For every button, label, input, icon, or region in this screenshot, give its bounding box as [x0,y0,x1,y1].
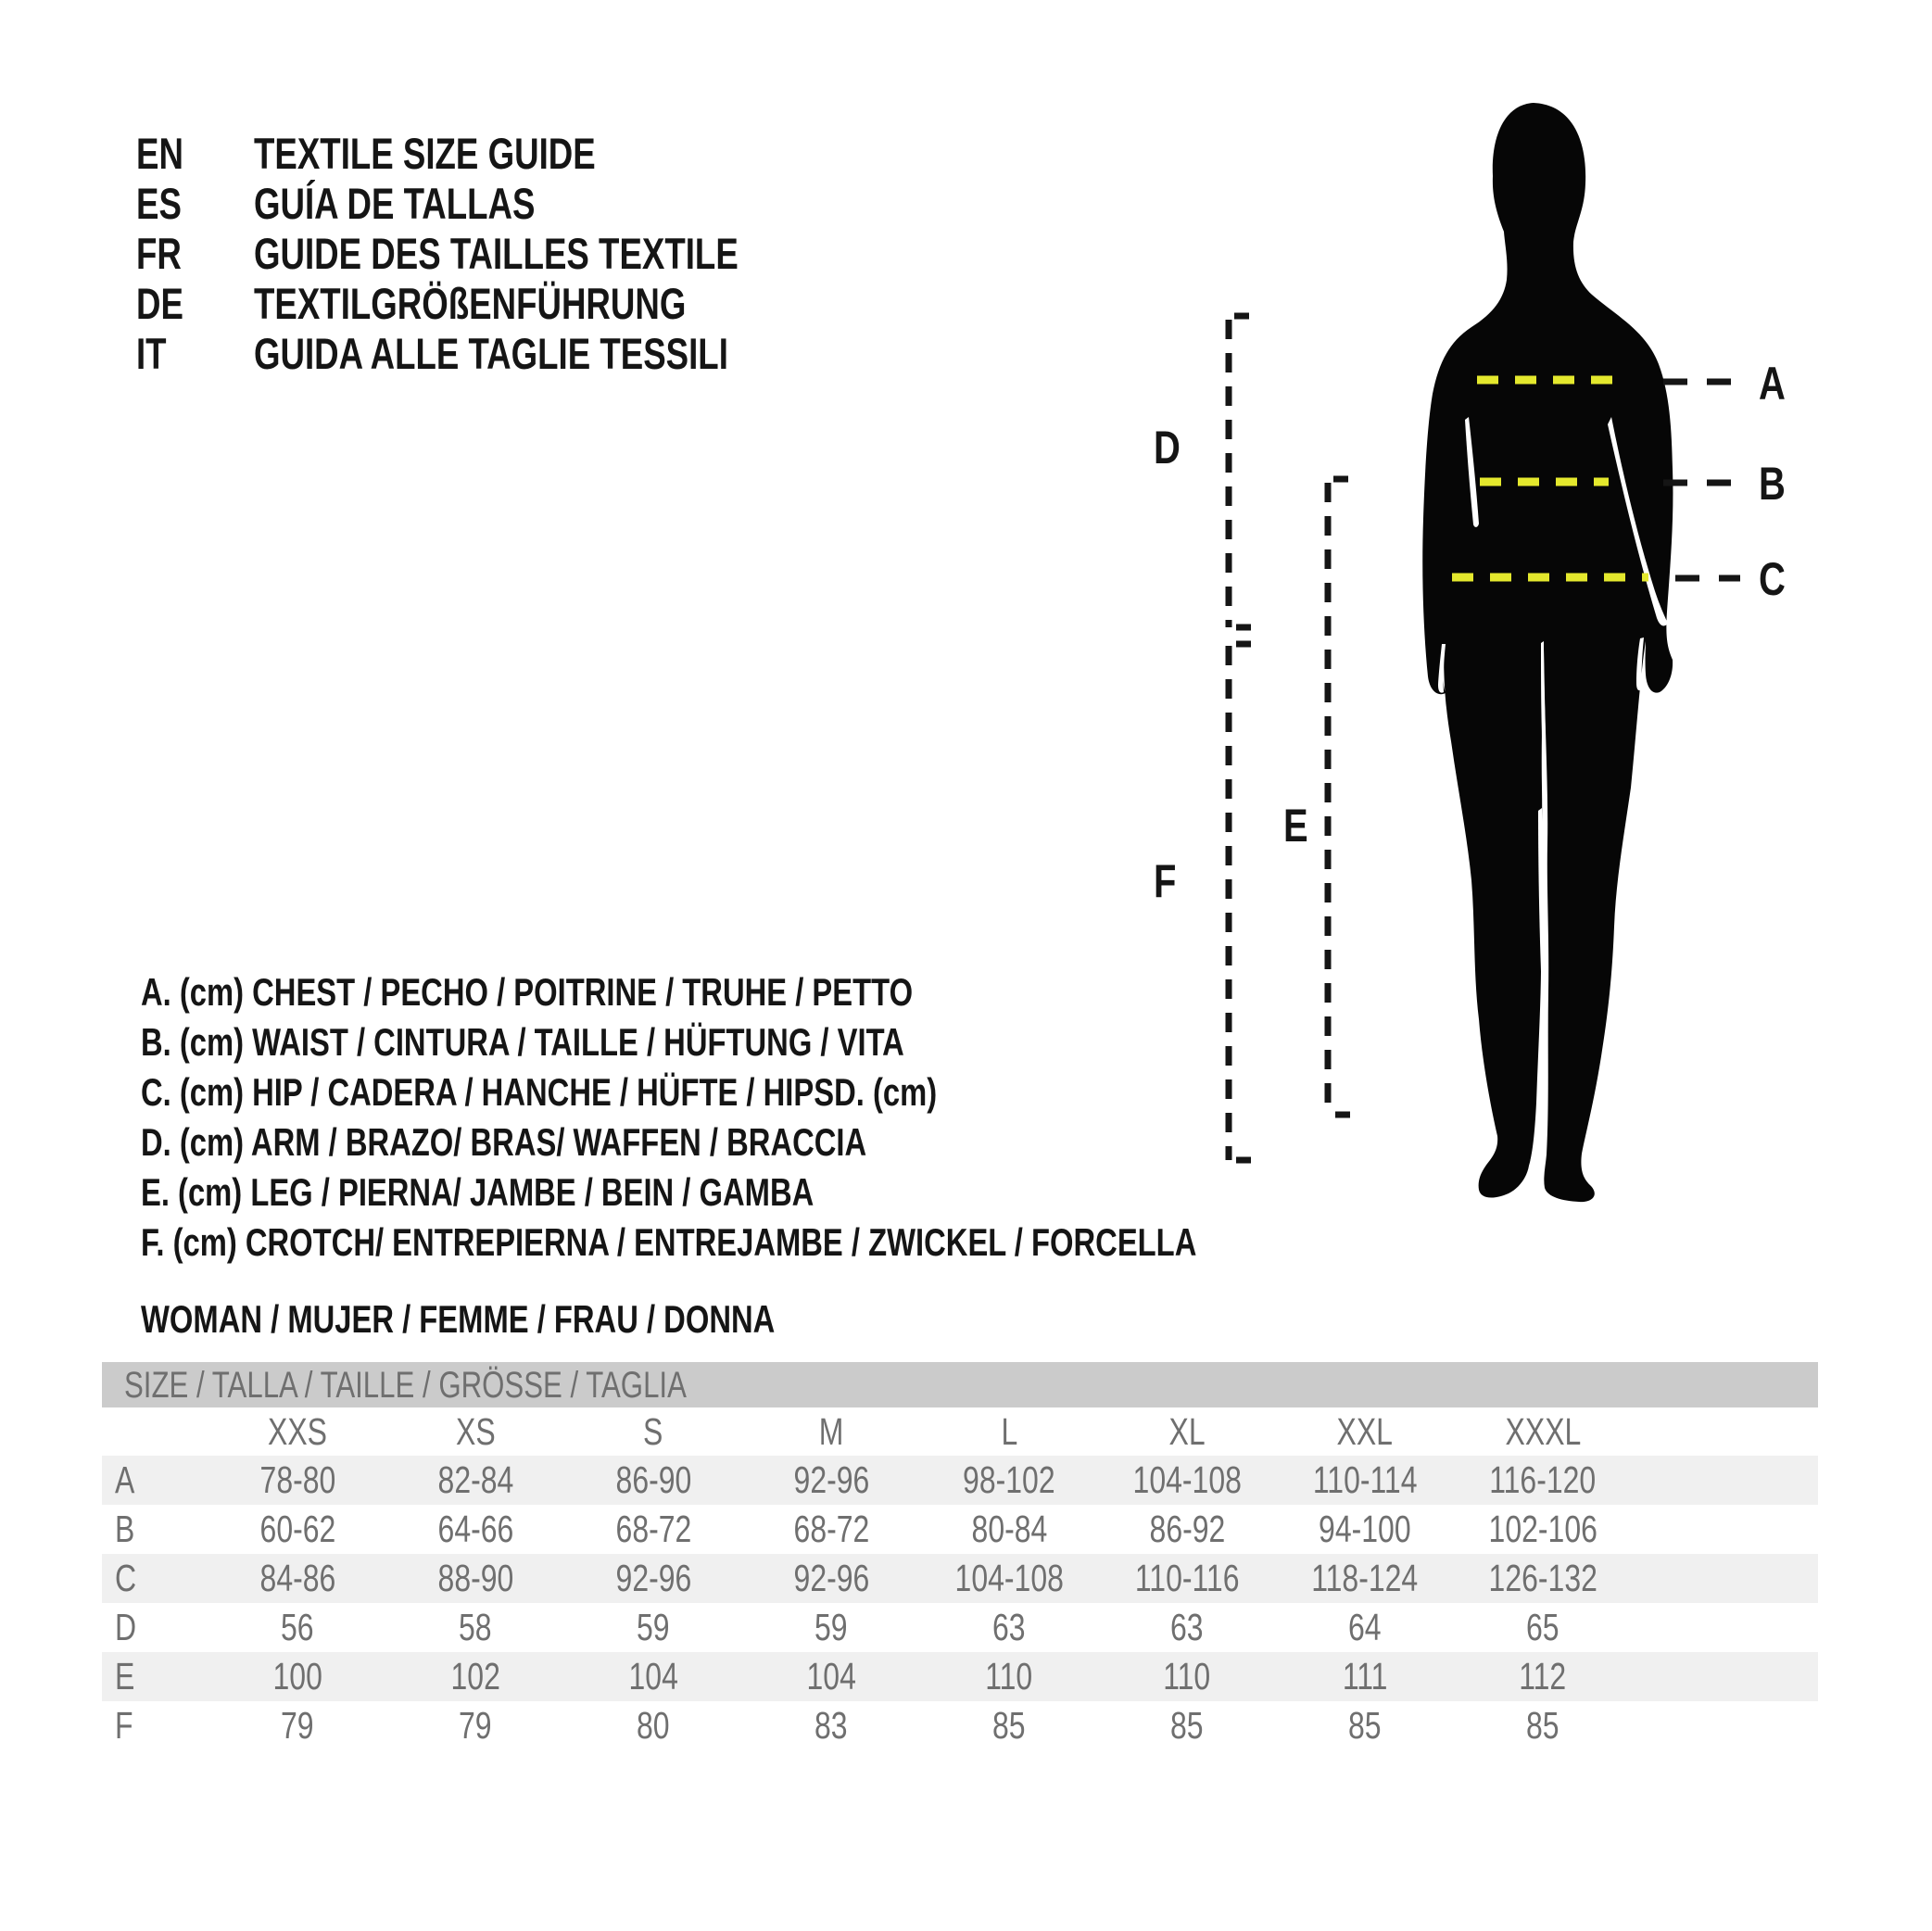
cell-value: 65 [1526,1606,1559,1648]
guide-title: TEXTILGRÖßENFÜHRUNG [254,279,687,328]
legend-item-text: C. (cm) HIP / CADERA / HANCHE / HÜFTE / HIPSD. (cm) [141,1070,938,1114]
row-label-text: C [115,1557,137,1599]
table-cell [1098,1701,1276,1750]
language-title-block [136,129,875,379]
table-row [102,1505,1818,1554]
table-cell [386,1554,564,1603]
cell-value: 82-84 [437,1458,513,1501]
spacer-cell [1632,1603,1818,1652]
cell-value: 112 [1519,1655,1567,1698]
table-cell [564,1652,742,1701]
table-cell [386,1456,564,1505]
table-cell [920,1554,1098,1603]
legend-item [141,1167,1495,1218]
table-cell [920,1603,1098,1652]
cell-value: 85 [1348,1704,1382,1747]
table-cell [1454,1652,1632,1701]
cell-value: 110 [1163,1655,1211,1698]
table-cell [920,1701,1098,1750]
table-cell [920,1505,1098,1554]
table-cell [742,1505,920,1554]
cell-value: 100 [272,1655,322,1698]
table-cell [208,1701,386,1750]
column-header [742,1407,920,1456]
cell-value: 110 [985,1655,1033,1698]
legend-item [141,1017,1495,1067]
corner-cell [102,1407,208,1456]
row-label [102,1603,208,1652]
cell-value: 104 [628,1655,678,1698]
cell-value: 94-100 [1319,1508,1411,1550]
table-title: SIZE / TALLA / TAILLE / GRÖSSE / TAGLIA [124,1365,687,1406]
table-cell [386,1603,564,1652]
cell-value: 85 [1170,1704,1204,1747]
hip-marker-label: C [1759,552,1786,606]
language-row [136,179,875,229]
row-label-text: D [115,1606,137,1648]
cell-value: 92-96 [793,1458,869,1501]
cell-value: 92-96 [793,1557,869,1599]
measurement-legend [141,967,1495,1268]
cell-value: 68-72 [615,1508,691,1550]
table-cell [1276,1652,1454,1701]
table-row [102,1652,1818,1701]
language-code: FR [136,229,182,278]
table-cell [1276,1505,1454,1554]
table-row [102,1456,1818,1505]
table-cell [1454,1554,1632,1603]
spacer-cell [1632,1505,1818,1554]
cell-value: 59 [637,1606,670,1648]
table-row [102,1701,1818,1750]
row-label [102,1652,208,1701]
table-cell [208,1652,386,1701]
table-cell [1454,1456,1632,1505]
guide-title: GUIDA ALLE TAGLIE TESSILI [254,329,728,378]
table-cell [742,1701,920,1750]
language-code: EN [136,129,183,178]
waist-marker-label: B [1759,457,1786,511]
column-header [1454,1407,1632,1456]
cell-value: 88-90 [437,1557,513,1599]
shin-gap [1542,984,1547,1110]
cell-value: 60-62 [259,1508,335,1550]
legend-item-text: D. (cm) ARM / BRAZO/ BRAS/ WAFFEN / BRACCIA [141,1120,867,1164]
cell-value: 85 [1526,1704,1559,1747]
spacer-cell [1632,1554,1818,1603]
spacer-cell [1632,1701,1818,1750]
table-cell [742,1554,920,1603]
language-row [136,279,875,329]
cell-value: 98-102 [963,1458,1055,1501]
column-header [386,1407,564,1456]
table-cell [386,1701,564,1750]
table-row [102,1554,1818,1603]
cell-value: 102 [450,1655,500,1698]
table-cell [1098,1652,1276,1701]
row-label [102,1701,208,1750]
leg-marker-label: E [1283,799,1308,852]
row-label-text: F [115,1704,133,1747]
column-header [208,1407,386,1456]
cell-value: 126-132 [1488,1557,1597,1599]
legend-item [141,1067,1495,1117]
cell-value: 86-92 [1149,1508,1225,1550]
table-cell [742,1456,920,1505]
table-cell [564,1603,742,1652]
language-code: IT [136,329,167,378]
table-cell [1276,1554,1454,1603]
table-cell [1098,1456,1276,1505]
row-label-text: A [115,1458,135,1501]
spacer-cell [1632,1652,1818,1701]
cell-value: 92-96 [615,1557,691,1599]
column-header-text: XXL [1336,1410,1394,1453]
language-row [136,329,875,379]
size-table [102,1362,1818,1750]
row-label-text: E [115,1655,135,1698]
cell-value: 118-124 [1311,1557,1419,1599]
legend-item [141,1117,1495,1167]
table-cell [1098,1554,1276,1603]
table-cell [564,1456,742,1505]
column-header-text: XL [1168,1410,1206,1453]
row-label-text: B [115,1508,135,1550]
cell-value: 78-80 [259,1458,335,1501]
cell-value: 83 [814,1704,848,1747]
cell-value: 104-108 [954,1557,1064,1599]
table-header-row [102,1407,1818,1456]
language-code: DE [136,279,183,328]
cell-value: 104-108 [1132,1458,1242,1501]
legend-item-text: E. (cm) LEG / PIERNA/ JAMBE / BEIN / GAMBA [141,1170,814,1214]
table-cell [1276,1456,1454,1505]
column-header-text: XXS [267,1410,327,1453]
cell-value: 80-84 [971,1508,1047,1550]
table-cell [1454,1603,1632,1652]
cell-value: 104 [806,1655,856,1698]
legend-item-text: A. (cm) CHEST / PECHO / POITRINE / TRUHE / PETTO [141,970,914,1014]
legend-item-text: B. (cm) WAIST / CINTURA / TAILLE / HÜFTUNG / VITA [141,1020,904,1064]
legend-item-text: F. (cm) CROTCH/ ENTREPIERNA / ENTREJAMBE / ZWICKEL / FORCELLA [141,1220,1197,1264]
cell-value: 63 [1170,1606,1204,1648]
cell-value: 58 [459,1606,492,1648]
column-header-text: XS [455,1410,496,1453]
column-header [1276,1407,1454,1456]
cell-value: 64-66 [437,1508,513,1550]
table-cell [208,1456,386,1505]
crotch-marker-label: F [1154,854,1177,908]
guide-title: GUIDE DES TAILLES TEXTILE [254,229,739,278]
cell-value: 80 [637,1704,670,1747]
guide-title: TEXTILE SIZE GUIDE [254,129,596,178]
spacer-cell [1632,1407,1818,1456]
column-header [1098,1407,1276,1456]
chest-marker-label: A [1759,357,1786,410]
column-header-text: M [818,1410,844,1453]
cell-value: 85 [992,1704,1026,1747]
cell-value: 64 [1348,1606,1382,1648]
audience-text: WOMAN / MUJER / FEMME / FRAU / DONNA [141,1297,776,1341]
cell-value: 102-106 [1488,1508,1597,1550]
cell-value: 86-90 [615,1458,691,1501]
column-header-text: S [643,1410,663,1453]
row-label [102,1505,208,1554]
cell-value: 110-114 [1312,1458,1418,1501]
table-cell [564,1554,742,1603]
cell-value: 110-116 [1134,1557,1240,1599]
language-row [136,129,875,179]
table-cell [1276,1603,1454,1652]
cell-value: 116-120 [1489,1458,1597,1501]
column-header-text: L [1001,1410,1017,1453]
table-cell [1454,1505,1632,1554]
table-cell [742,1652,920,1701]
table-cell [386,1652,564,1701]
audience-label [141,1294,953,1344]
cell-value: 79 [459,1704,492,1747]
table-cell [1098,1505,1276,1554]
cell-value: 84-86 [259,1557,335,1599]
cell-value: 63 [992,1606,1026,1648]
table-cell [920,1652,1098,1701]
guide-title: GUÍA DE TALLAS [254,179,536,228]
cell-value: 56 [281,1606,314,1648]
legend-item [141,967,1495,1017]
table-cell [1276,1701,1454,1750]
table-cell [208,1554,386,1603]
language-row [136,229,875,279]
row-label [102,1456,208,1505]
row-label [102,1554,208,1603]
table-cell [920,1456,1098,1505]
table-cell [386,1505,564,1554]
table-cell [564,1701,742,1750]
table-title-bar [102,1362,1818,1407]
cell-value: 111 [1342,1655,1388,1698]
column-header [920,1407,1098,1456]
cell-value: 68-72 [793,1508,869,1550]
column-header-text: XXXL [1505,1410,1581,1453]
legend-item [141,1218,1495,1268]
column-header [564,1407,742,1456]
cell-value: 79 [281,1704,314,1747]
arm-marker-label: D [1154,421,1181,474]
spacer-cell [1632,1456,1818,1505]
table-cell [208,1603,386,1652]
table-cell [208,1505,386,1554]
table-cell [1454,1701,1632,1750]
table-cell [564,1505,742,1554]
table-cell [742,1603,920,1652]
language-code: ES [136,179,182,228]
cell-value: 59 [814,1606,848,1648]
table-cell [1098,1603,1276,1652]
table-row [102,1603,1818,1652]
